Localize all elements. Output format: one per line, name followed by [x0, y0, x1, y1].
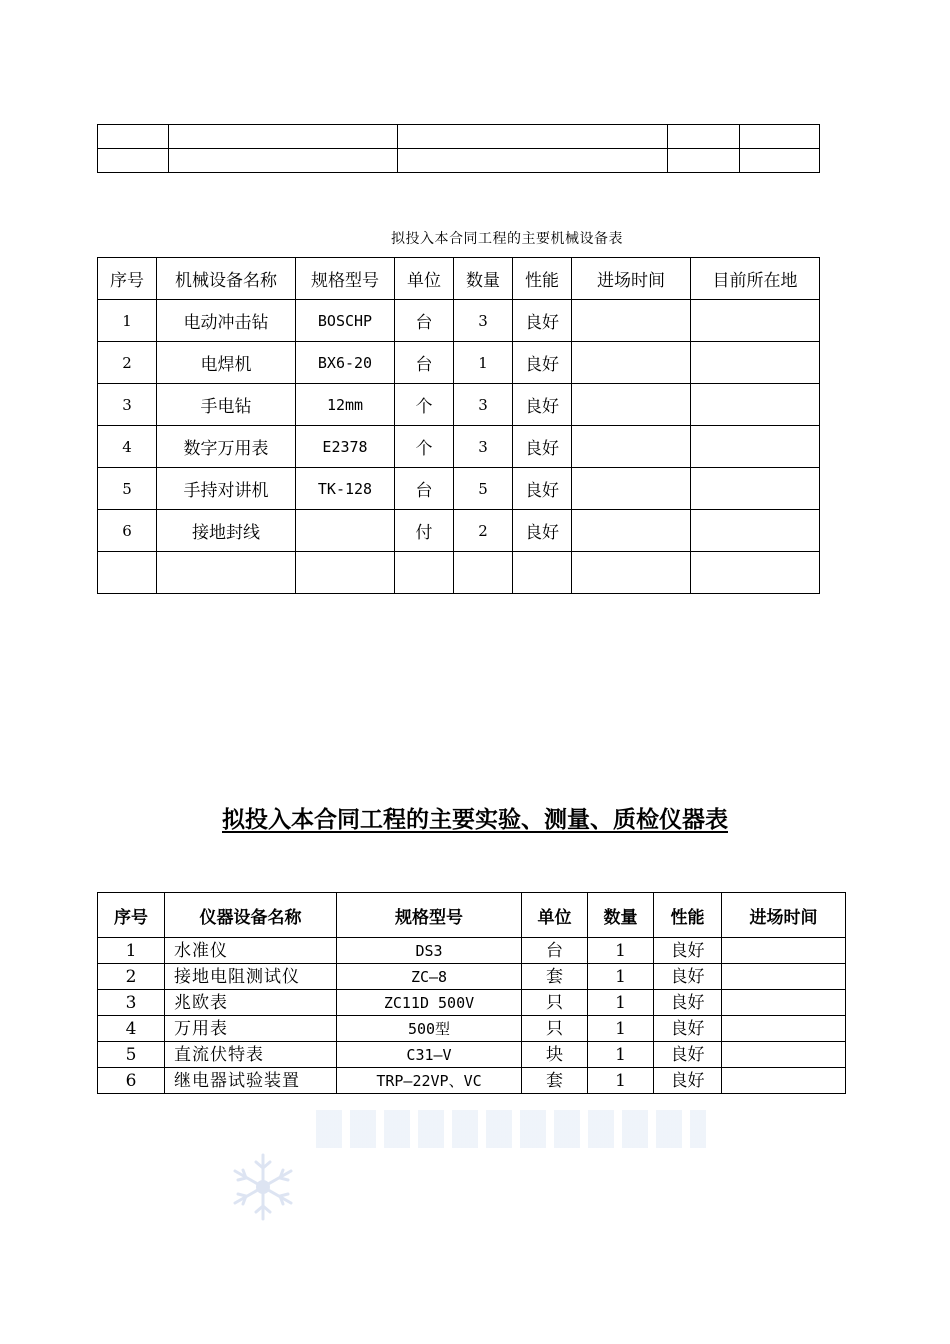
cell-name: 万用表 [165, 1016, 337, 1042]
cell-quantity: 1 [588, 990, 654, 1016]
cell-quantity: 1 [588, 1042, 654, 1068]
cell-model: DS3 [337, 938, 522, 964]
snowflake-icon [226, 1150, 300, 1224]
table-row [98, 1042, 846, 1068]
cell-unit [395, 552, 454, 594]
cell-performance: 良好 [513, 300, 572, 342]
column-header-model: 规格型号 [296, 258, 395, 300]
cell-index: 3 [98, 384, 157, 426]
cell-unit: 台 [395, 468, 454, 510]
table-cell [668, 149, 740, 173]
table-row [98, 938, 846, 964]
cell-performance: 良好 [513, 468, 572, 510]
cell-unit: 付 [395, 510, 454, 552]
cell-performance: 良好 [654, 1042, 722, 1068]
cell-entry-time [722, 1068, 846, 1094]
cell-index: 1 [98, 300, 157, 342]
table-cell [740, 125, 820, 149]
column-header-index: 序号 [98, 258, 157, 300]
cell-model [296, 552, 395, 594]
cell-model: BX6-20 [296, 342, 395, 384]
column-header-quantity: 数量 [454, 258, 513, 300]
table-cell [169, 149, 398, 173]
cell-entry-time [572, 468, 691, 510]
faded-watermark-band [316, 1110, 706, 1148]
cell-quantity: 1 [588, 1068, 654, 1094]
cell-model: ZC11D 500V [337, 990, 522, 1016]
header-row [98, 893, 846, 938]
cell-index: 5 [98, 468, 157, 510]
cell-entry-time [572, 426, 691, 468]
cell-location [691, 300, 820, 342]
cell-quantity: 3 [454, 426, 513, 468]
cell-quantity [454, 552, 513, 594]
column-header-unit: 单位 [522, 893, 588, 938]
cell-unit: 块 [522, 1042, 588, 1068]
cell-entry-time [572, 510, 691, 552]
cell-quantity: 5 [454, 468, 513, 510]
cell-name: 手电钻 [157, 384, 296, 426]
column-header-performance: 性能 [513, 258, 572, 300]
column-header-name: 仪器设备名称 [165, 893, 337, 938]
table-cell [398, 125, 668, 149]
cell-name: 数字万用表 [157, 426, 296, 468]
top-table-fragment [97, 124, 820, 173]
column-header-model: 规格型号 [337, 893, 522, 938]
column-header-performance: 性能 [654, 893, 722, 938]
cell-unit: 个 [395, 426, 454, 468]
cell-model: 500型 [337, 1016, 522, 1042]
instrument-table-title: 拟投入本合同工程的主要实验、测量、质检仪器表 [222, 807, 728, 833]
cell-unit: 台 [395, 300, 454, 342]
cell-quantity: 2 [454, 510, 513, 552]
cell-unit: 套 [522, 964, 588, 990]
cell-name: 手持对讲机 [157, 468, 296, 510]
cell-index: 4 [98, 1016, 165, 1042]
cell-performance: 良好 [654, 938, 722, 964]
cell-location [691, 510, 820, 552]
table-row [98, 510, 820, 552]
table-row [98, 125, 820, 149]
table-cell [98, 149, 169, 173]
column-header-quantity: 数量 [588, 893, 654, 938]
cell-performance: 良好 [513, 384, 572, 426]
table-row [98, 964, 846, 990]
machine-table-title: 拟投入本合同工程的主要机械设备表 [391, 231, 623, 247]
table-row [98, 990, 846, 1016]
cell-performance: 良好 [513, 426, 572, 468]
cell-index: 1 [98, 938, 165, 964]
table-row [98, 342, 820, 384]
cell-unit: 个 [395, 384, 454, 426]
cell-performance [513, 552, 572, 594]
cell-performance: 良好 [513, 342, 572, 384]
cell-name [157, 552, 296, 594]
table-cell [740, 149, 820, 173]
column-header-location: 目前所在地 [691, 258, 820, 300]
cell-model: ZC—8 [337, 964, 522, 990]
table-row [98, 468, 820, 510]
cell-index [98, 552, 157, 594]
cell-location [691, 342, 820, 384]
cell-performance: 良好 [513, 510, 572, 552]
cell-model: 12mm [296, 384, 395, 426]
cell-performance: 良好 [654, 990, 722, 1016]
cell-quantity: 3 [454, 384, 513, 426]
cell-index: 2 [98, 342, 157, 384]
cell-index: 2 [98, 964, 165, 990]
table-row-empty [98, 552, 820, 594]
cell-quantity: 1 [588, 938, 654, 964]
cell-entry-time [572, 552, 691, 594]
cell-performance: 良好 [654, 964, 722, 990]
cell-quantity: 3 [454, 300, 513, 342]
cell-model [296, 510, 395, 552]
cell-name: 电动冲击钻 [157, 300, 296, 342]
cell-unit: 套 [522, 1068, 588, 1094]
cell-model: E2378 [296, 426, 395, 468]
header-row [98, 258, 820, 300]
cell-entry-time [722, 938, 846, 964]
instrument-table [97, 892, 846, 1094]
cell-quantity: 1 [588, 964, 654, 990]
column-header-name: 机械设备名称 [157, 258, 296, 300]
cell-entry-time [572, 342, 691, 384]
cell-name: 接地封线 [157, 510, 296, 552]
cell-entry-time [722, 1016, 846, 1042]
table-row [98, 426, 820, 468]
table-row [98, 300, 820, 342]
cell-unit: 只 [522, 1016, 588, 1042]
cell-index: 3 [98, 990, 165, 1016]
cell-performance: 良好 [654, 1068, 722, 1094]
cell-index: 5 [98, 1042, 165, 1068]
table-cell [398, 149, 668, 173]
table-row [98, 384, 820, 426]
cell-entry-time [722, 964, 846, 990]
cell-unit: 台 [522, 938, 588, 964]
cell-location [691, 468, 820, 510]
cell-model: TRP—22VP、VC [337, 1068, 522, 1094]
cell-unit: 台 [395, 342, 454, 384]
cell-index: 4 [98, 426, 157, 468]
table-cell [98, 125, 169, 149]
cell-location [691, 384, 820, 426]
column-header-entry-time: 进场时间 [722, 893, 846, 938]
cell-name: 兆欧表 [165, 990, 337, 1016]
cell-entry-time [722, 1042, 846, 1068]
cell-performance: 良好 [654, 1016, 722, 1042]
column-header-entry-time: 进场时间 [572, 258, 691, 300]
cell-index: 6 [98, 510, 157, 552]
cell-quantity: 1 [454, 342, 513, 384]
cell-name: 水准仪 [165, 938, 337, 964]
cell-index: 6 [98, 1068, 165, 1094]
cell-name: 电焊机 [157, 342, 296, 384]
cell-name: 接地电阻测试仪 [165, 964, 337, 990]
cell-location [691, 426, 820, 468]
cell-name: 直流伏特表 [165, 1042, 337, 1068]
cell-model: BOSCHP [296, 300, 395, 342]
table-row [98, 1016, 846, 1042]
cell-entry-time [572, 300, 691, 342]
cell-model: TK-128 [296, 468, 395, 510]
table-cell [169, 125, 398, 149]
machine-equipment-table [97, 257, 820, 594]
cell-quantity: 1 [588, 1016, 654, 1042]
column-header-index: 序号 [98, 893, 165, 938]
cell-unit: 只 [522, 990, 588, 1016]
column-header-unit: 单位 [395, 258, 454, 300]
table-cell [668, 125, 740, 149]
cell-model: C31—V [337, 1042, 522, 1068]
table-row [98, 149, 820, 173]
cell-entry-time [722, 990, 846, 1016]
cell-entry-time [572, 384, 691, 426]
table-row [98, 1068, 846, 1094]
cell-location [691, 552, 820, 594]
cell-name: 继电器试验装置 [165, 1068, 337, 1094]
